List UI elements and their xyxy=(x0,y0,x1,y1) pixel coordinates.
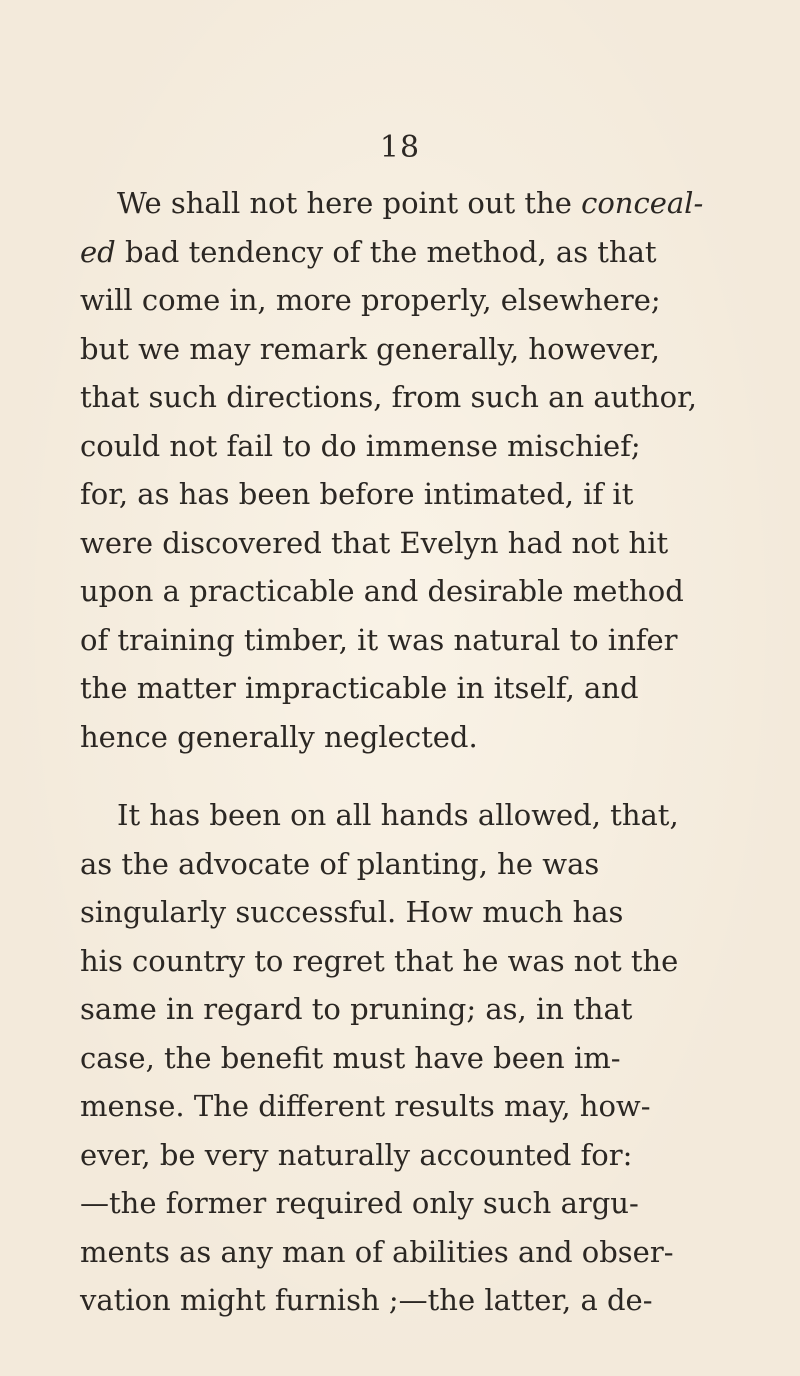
text-line: ments as any man of abilities and obser- xyxy=(80,1235,674,1269)
text-line: case, the benefit must have been im- xyxy=(80,1041,621,1075)
text-line: the matter impracticable in itself, and xyxy=(80,671,639,705)
text-line: but we may remark generally, however, xyxy=(80,332,660,366)
text-line: It has been on all hands allowed, that, xyxy=(117,798,679,832)
text-line: for, as has been before intimated, if it xyxy=(80,477,634,511)
text-line: as the advocate of planting, he was xyxy=(80,847,600,881)
text-line: ed bad tendency of the method, as that xyxy=(80,235,657,269)
page-number: 18 xyxy=(379,130,421,165)
text-line: his country to regret that he was not the xyxy=(80,944,679,978)
text-line: were discovered that Evelyn had not hit xyxy=(80,526,669,560)
text-line: hence generally neglected. xyxy=(80,720,478,754)
text-line: We shall not here point out the conceal- xyxy=(117,186,704,220)
text-line: upon a practicable and desirable method xyxy=(80,574,684,608)
text-line: same in regard to pruning; as, in that xyxy=(80,992,633,1026)
text-line: could not fail to do immense mischief; xyxy=(80,429,641,463)
text-line: mense. The different results may, how- xyxy=(80,1089,651,1123)
text-line: singularly successful. How much has xyxy=(80,895,624,929)
text-line: —the former required only such argu- xyxy=(80,1186,639,1220)
text-line: vation might furnish ;—the latter, a de- xyxy=(80,1283,653,1317)
text-line: of training timber, it was natural to infer xyxy=(80,623,678,657)
text-line: that such directions, from such an author, xyxy=(80,380,697,414)
text-line: ever, be very naturally accounted for: xyxy=(80,1138,633,1172)
text-line: will come in, more properly, elsewhere; xyxy=(80,283,661,317)
